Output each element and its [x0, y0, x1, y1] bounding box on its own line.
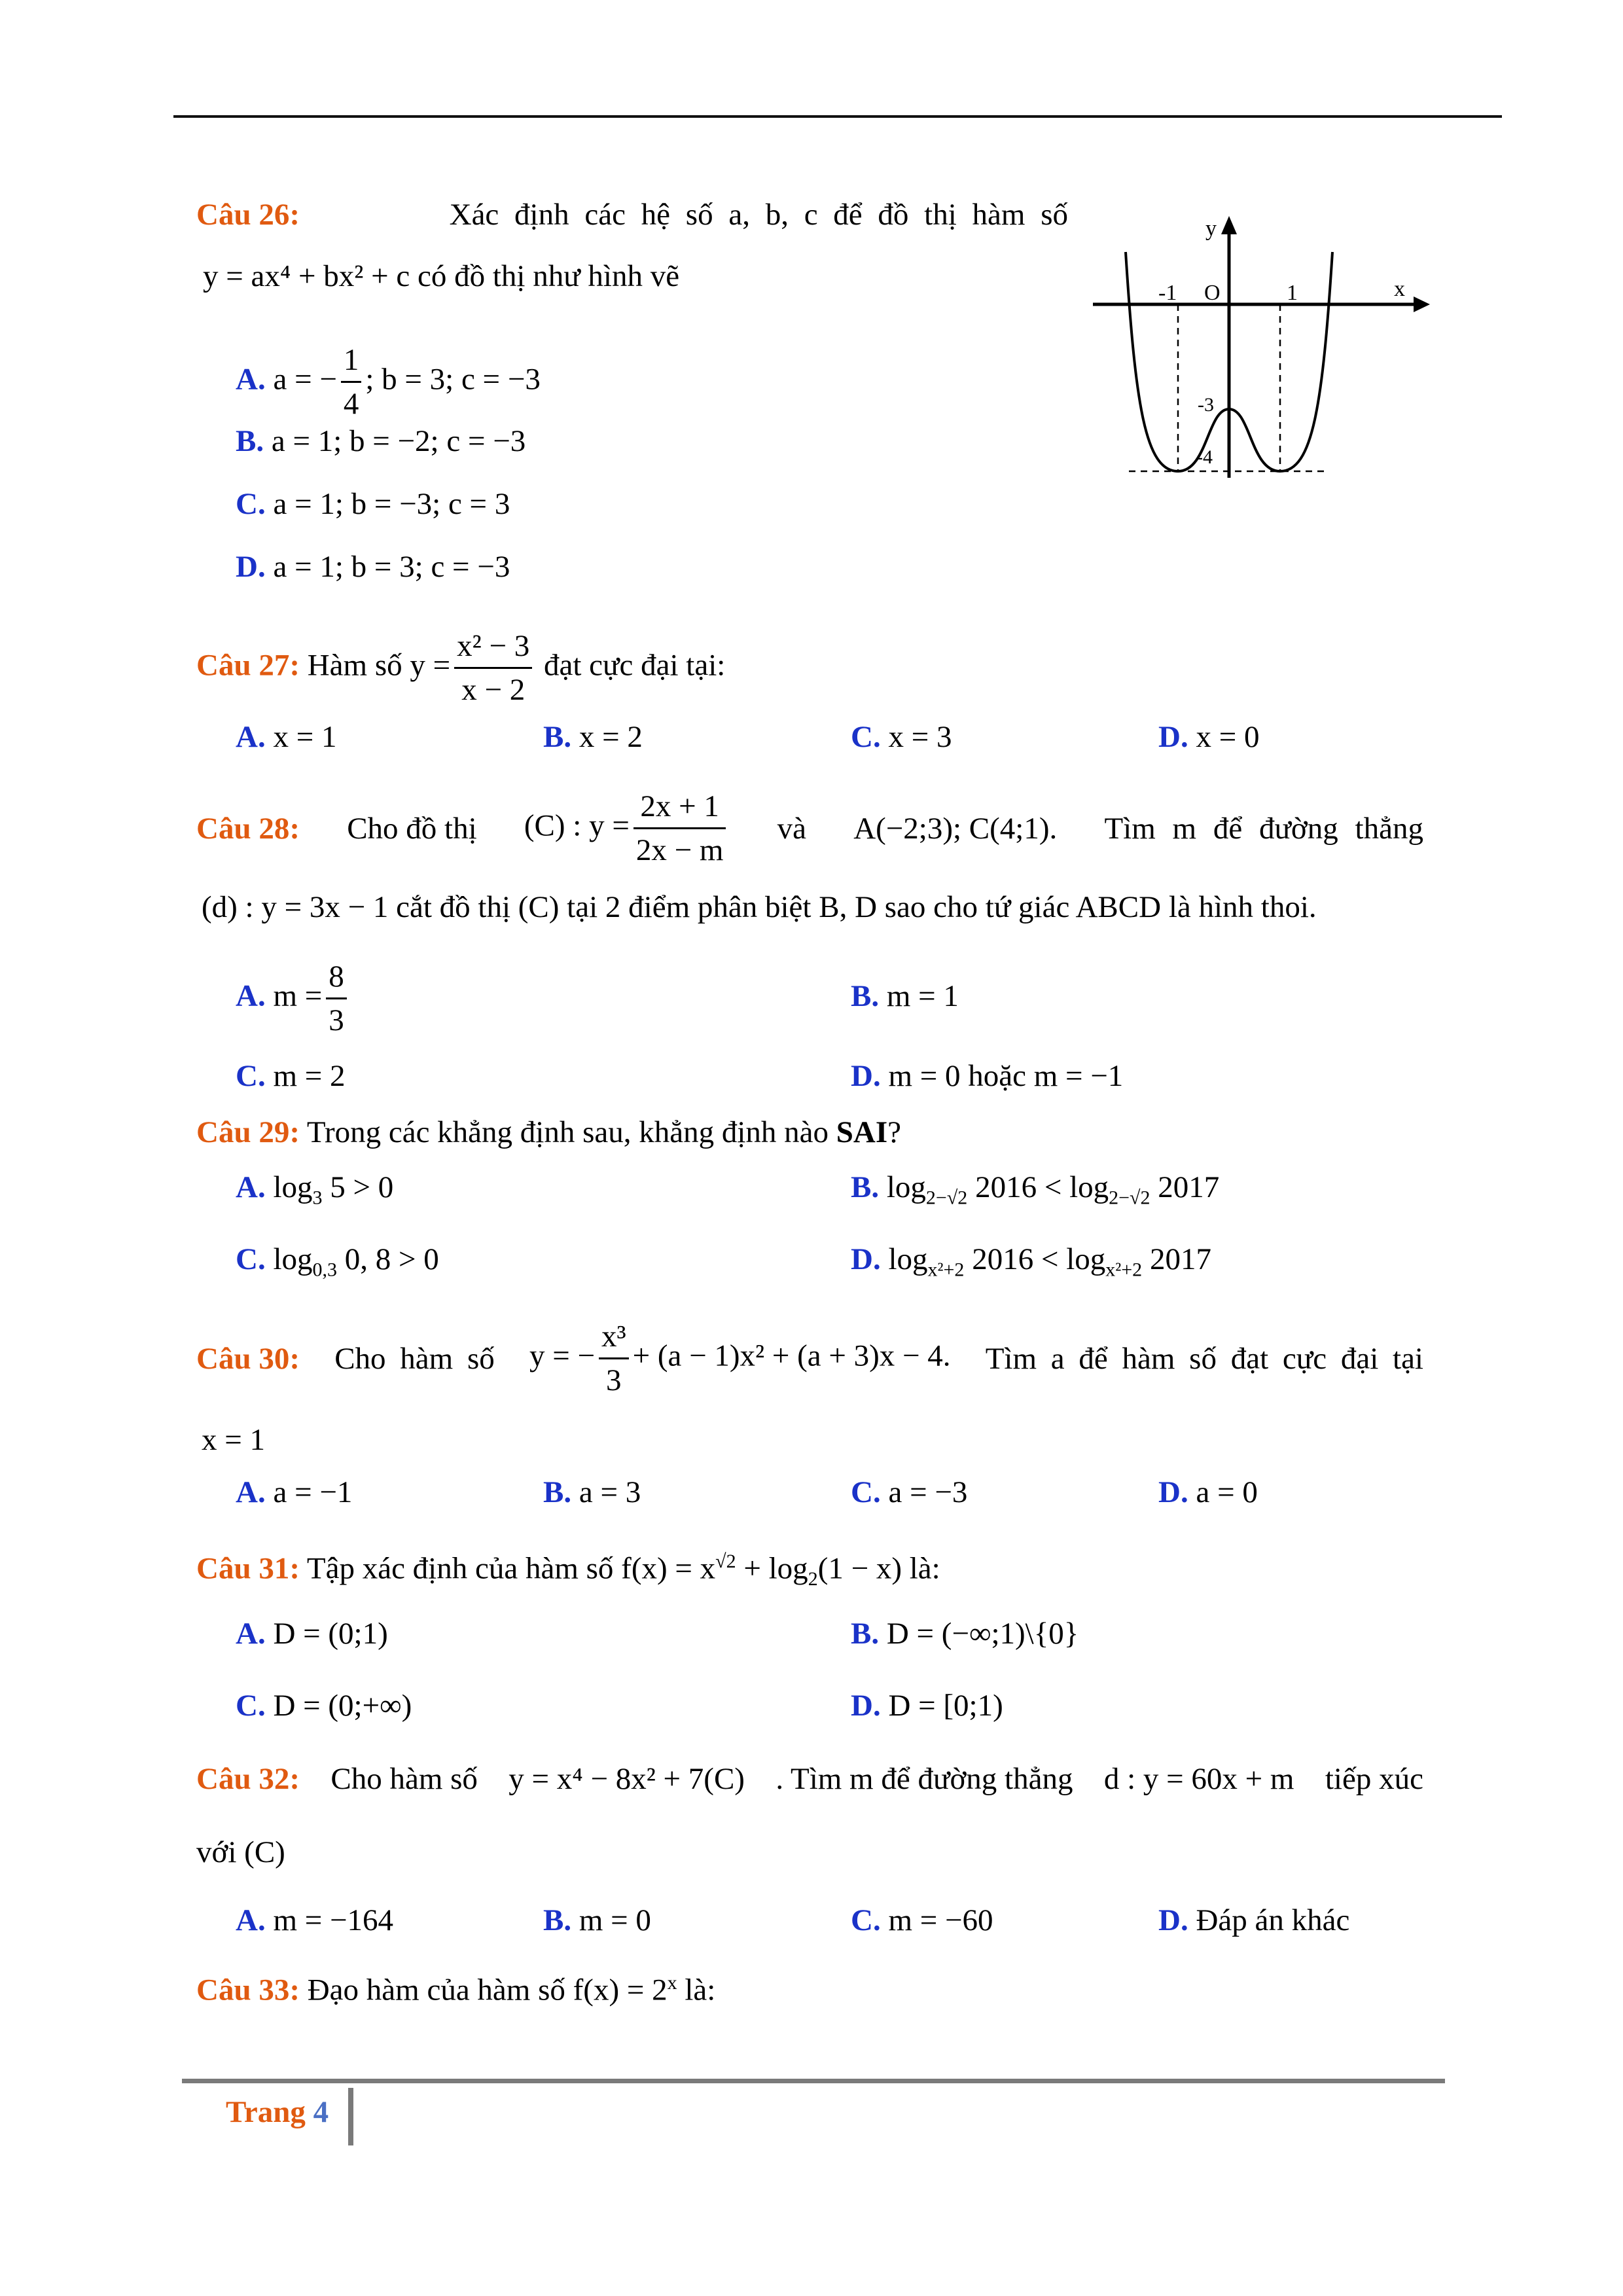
option-text: 2017 [1150, 1170, 1220, 1204]
option-text: m = 0 hoặc m = −1 [888, 1059, 1124, 1093]
option-text: D = [0;1) [888, 1689, 1003, 1723]
option-text: m = 2 [273, 1059, 346, 1093]
q32-option-d[interactable] [1158, 1901, 1349, 1940]
log-base: 0,3 [312, 1259, 338, 1281]
q31-formula: + log [736, 1551, 808, 1586]
q32-text: Cho hàm số [330, 1762, 478, 1796]
q28-text2: và [777, 811, 806, 846]
q30-line2 [202, 1420, 265, 1460]
q31-option-b[interactable] [851, 1614, 1079, 1653]
option-text: m = −164 [273, 1903, 394, 1937]
q32-text3: tiếp xúc [1325, 1762, 1423, 1796]
numerator: 1 [341, 339, 362, 383]
option-text: D = (0;+∞) [273, 1689, 412, 1723]
option-text: a = 1; b = 3; c = −3 [273, 550, 510, 584]
q28-points: A(−2;3); C(4;1). [853, 811, 1058, 846]
q32-line-d: d : y = 60x + m [1103, 1762, 1294, 1796]
x-axis-arrow-icon [1414, 296, 1430, 312]
q31-option-d[interactable] [851, 1686, 1003, 1725]
q33-label: Câu 33: [196, 1973, 300, 2007]
option-letter: A. [236, 1903, 266, 1937]
option-letter: C. [851, 720, 881, 754]
q29-text2: ? [887, 1115, 902, 1149]
q29-text: Trong các khẳng định sau, khẳng định nào [306, 1115, 829, 1149]
fraction [341, 339, 362, 425]
q33-line [196, 1964, 715, 2010]
q27-text: Hàm số [307, 648, 402, 683]
exponent: √2 [715, 1551, 736, 1572]
tick-label-1: 1 [1287, 281, 1298, 305]
q26-option-b[interactable] [236, 422, 526, 461]
log-base: 2−√2 [1109, 1187, 1150, 1209]
log-base: 2 [808, 1568, 818, 1590]
page-number: 4 [313, 2095, 329, 2129]
option-letter: D. [236, 550, 266, 584]
q26-text: Xác định các hệ số a, b, c để đồ thị hàm số [449, 198, 1068, 232]
q30-formula-rest: + (a − 1)x² + (a + 3)x − 4. [632, 1338, 951, 1373]
log-base: x²+2 [1105, 1259, 1143, 1281]
q31-label: Câu 31: [196, 1551, 300, 1586]
denominator: x − 2 [461, 673, 526, 707]
numerator: 2x + 1 [633, 785, 726, 829]
option-text: 2016 < log [964, 1242, 1106, 1276]
denominator: 3 [606, 1363, 622, 1397]
q29-line [196, 1113, 901, 1152]
q28-line-d: (d) : y = 3x − 1 [202, 890, 389, 924]
q32-text2: . Tìm m để đường thẳng [776, 1762, 1073, 1796]
denominator: 3 [329, 1003, 344, 1037]
q26-option-a[interactable] [236, 339, 541, 425]
option-letter: B. [543, 720, 572, 754]
option-letter: B. [543, 1903, 572, 1937]
option-letter: A. [236, 978, 266, 1013]
q26-label: Câu 26: [196, 198, 300, 232]
q30-text2: Tìm a để hàm số đạt cực đại tại [985, 1341, 1423, 1376]
q30-option-d[interactable] [1158, 1473, 1258, 1512]
q33-text2: là: [685, 1973, 716, 2007]
q32-text4: với (C) [196, 1835, 285, 1869]
y-axis-label: y [1205, 217, 1217, 241]
option-letter: B. [543, 1475, 572, 1509]
option-text: x = 1 [273, 720, 337, 754]
numerator: x² − 3 [454, 625, 532, 669]
option-text: a = −1 [273, 1475, 353, 1509]
option-letter: A. [236, 1617, 266, 1651]
q28-text3: Tìm m để đường thẳng [1104, 811, 1423, 846]
q28-label: Câu 28: [196, 811, 300, 846]
option-letter: C. [851, 1475, 881, 1509]
option-letter: B. [851, 979, 880, 1013]
q30-formula: y = − [529, 1338, 595, 1373]
q33-formula: f(x) = 2 [573, 1973, 668, 2007]
q32-line1 [196, 1759, 1423, 1799]
q29-option-c[interactable] [236, 1240, 439, 1289]
q26-line1 [196, 195, 1068, 234]
footer-divider [348, 2088, 353, 2145]
log-base: x²+2 [927, 1259, 965, 1281]
option-text: D = (−∞;1)\{0} [886, 1617, 1079, 1651]
q30-option-a[interactable] [236, 1473, 352, 1512]
option-text: a = 1; b = −2; c = −3 [271, 424, 526, 458]
option-text: log [886, 1170, 926, 1204]
q32-option-c[interactable] [851, 1901, 993, 1940]
option-text: a = −3 [888, 1475, 968, 1509]
option-text: m = [273, 978, 323, 1013]
q27-option-a[interactable] [236, 717, 336, 757]
q32-option-b[interactable] [543, 1901, 651, 1940]
q28-line2 [202, 888, 1317, 927]
q31-formula: (1 − x) [817, 1551, 902, 1586]
option-letter: A. [236, 1170, 266, 1204]
option-letter: A. [236, 720, 266, 754]
q29-label: Câu 29: [196, 1115, 300, 1149]
q29-emphasis: SAI [836, 1115, 888, 1149]
q29-option-a[interactable] [236, 1168, 393, 1217]
x-axis-label: x [1394, 277, 1405, 301]
origin-label: O [1204, 281, 1221, 305]
q29-option-b[interactable] [851, 1168, 1219, 1217]
q28-option-a[interactable] [236, 956, 351, 1041]
option-letter: D. [1158, 1903, 1188, 1937]
tick-label-neg3: -3 [1198, 394, 1214, 416]
q32-line2 [196, 1833, 285, 1872]
q28-line1 [196, 785, 1423, 871]
q30-line1 [196, 1316, 1423, 1401]
option-letter: B. [851, 1170, 880, 1204]
option-text: ; b = 3; c = −3 [365, 362, 541, 397]
option-text: log [273, 1170, 313, 1204]
option-text: log [273, 1242, 313, 1276]
q29-option-d[interactable] [851, 1240, 1211, 1289]
q27-formula: y = [410, 648, 451, 683]
footer-label: Trang [226, 2095, 306, 2129]
option-letter: C. [236, 1242, 266, 1276]
q28-text: Cho đồ thị [347, 811, 477, 846]
option-text: Đáp án khác [1196, 1903, 1350, 1937]
option-letter: D. [851, 1689, 881, 1723]
fraction [326, 956, 347, 1041]
option-text: m = −60 [888, 1903, 993, 1937]
q26-option-c[interactable] [236, 484, 510, 524]
tick-label-neg4: -4 [1196, 446, 1213, 468]
option-letter: B. [236, 424, 264, 458]
q28-curve: (C) : y = [524, 808, 630, 843]
q28-text4: cắt đồ thị (C) tại 2 điểm phân biệt B, D sao cho tứ giác ABCD là hình thoi. [396, 890, 1317, 924]
q32-formula: y = x⁴ − 8x² + 7(C) [508, 1762, 745, 1796]
fraction [599, 1316, 629, 1401]
option-text: a = 3 [579, 1475, 641, 1509]
q27-option-b[interactable] [543, 717, 643, 757]
q27-text2: đạt cực đại tại: [544, 648, 726, 683]
q31-option-a[interactable] [236, 1614, 388, 1653]
q31-text2: là: [909, 1551, 940, 1586]
q26-graph [1086, 209, 1440, 497]
option-letter: C. [236, 487, 266, 521]
q30-text: Cho hàm số [334, 1341, 495, 1376]
fraction [454, 625, 532, 711]
option-text: 0, 8 > 0 [337, 1242, 439, 1276]
q26-option-d[interactable] [236, 547, 510, 586]
q31-option-c[interactable] [236, 1686, 412, 1725]
option-text: m = 1 [886, 979, 959, 1013]
option-text: x = 0 [1196, 720, 1260, 754]
q26-formula: y = ax⁴ + bx² + c [203, 259, 410, 293]
q31-formula: f(x) = x [621, 1551, 716, 1586]
log-base: 2−√2 [925, 1187, 968, 1209]
q27-label: Câu 27: [196, 648, 300, 683]
q32-option-a[interactable] [236, 1901, 393, 1940]
q28-option-d[interactable] [851, 1056, 1123, 1096]
q33-text: Đạo hàm của hàm số [307, 1973, 565, 2007]
q30-label: Câu 30: [196, 1341, 300, 1376]
option-letter: C. [236, 1059, 266, 1093]
exponent: x [667, 1972, 677, 1994]
q31-line [196, 1542, 940, 1599]
numerator: x³ [599, 1316, 629, 1359]
q30-option-b[interactable] [543, 1473, 641, 1512]
option-text: log [888, 1242, 928, 1276]
numerator: 8 [326, 956, 347, 999]
y-axis-arrow-icon [1221, 216, 1237, 234]
option-letter: D. [1158, 1475, 1188, 1509]
option-letter: D. [1158, 720, 1188, 754]
option-letter: B. [851, 1617, 880, 1651]
denominator: 4 [343, 387, 359, 421]
option-text: a = − [273, 362, 337, 397]
option-text: a = 1; b = −3; c = 3 [273, 487, 510, 521]
option-text: m = 0 [579, 1903, 651, 1937]
q27-option-d[interactable] [1158, 717, 1259, 757]
option-text: a = 0 [1196, 1475, 1258, 1509]
option-letter: A. [236, 362, 266, 397]
option-letter: A. [236, 1475, 266, 1509]
header-rule [173, 115, 1502, 118]
option-letter: D. [851, 1242, 881, 1276]
option-text: x = 2 [579, 720, 643, 754]
q26-text2: có đồ thị như hình vẽ [417, 259, 680, 293]
option-letter: C. [236, 1689, 266, 1723]
option-letter: D. [851, 1059, 881, 1093]
q30-option-c[interactable] [851, 1473, 967, 1512]
q28-option-c[interactable] [236, 1056, 346, 1096]
q31-text: Tập xác định của hàm số [306, 1551, 614, 1586]
option-text: x = 3 [888, 720, 952, 754]
fraction [633, 785, 726, 871]
tick-label-neg1: -1 [1158, 281, 1177, 305]
q32-label: Câu 32: [196, 1762, 300, 1796]
option-text: 2017 [1142, 1242, 1211, 1276]
q27-option-c[interactable] [851, 717, 952, 757]
denominator: 2x − m [635, 833, 724, 867]
q26-line2 [203, 257, 679, 296]
q30-text3: x = 1 [202, 1423, 266, 1457]
log-base: 3 [312, 1187, 323, 1209]
option-text: D = (0;1) [273, 1617, 388, 1651]
option-text: 5 > 0 [322, 1170, 394, 1204]
option-letter: C. [851, 1903, 881, 1937]
footer-rule [182, 2079, 1445, 2083]
option-text: 2016 < log [967, 1170, 1109, 1204]
q28-option-b[interactable] [851, 977, 959, 1016]
q27-line [196, 625, 725, 711]
page-footer [226, 2094, 329, 2130]
